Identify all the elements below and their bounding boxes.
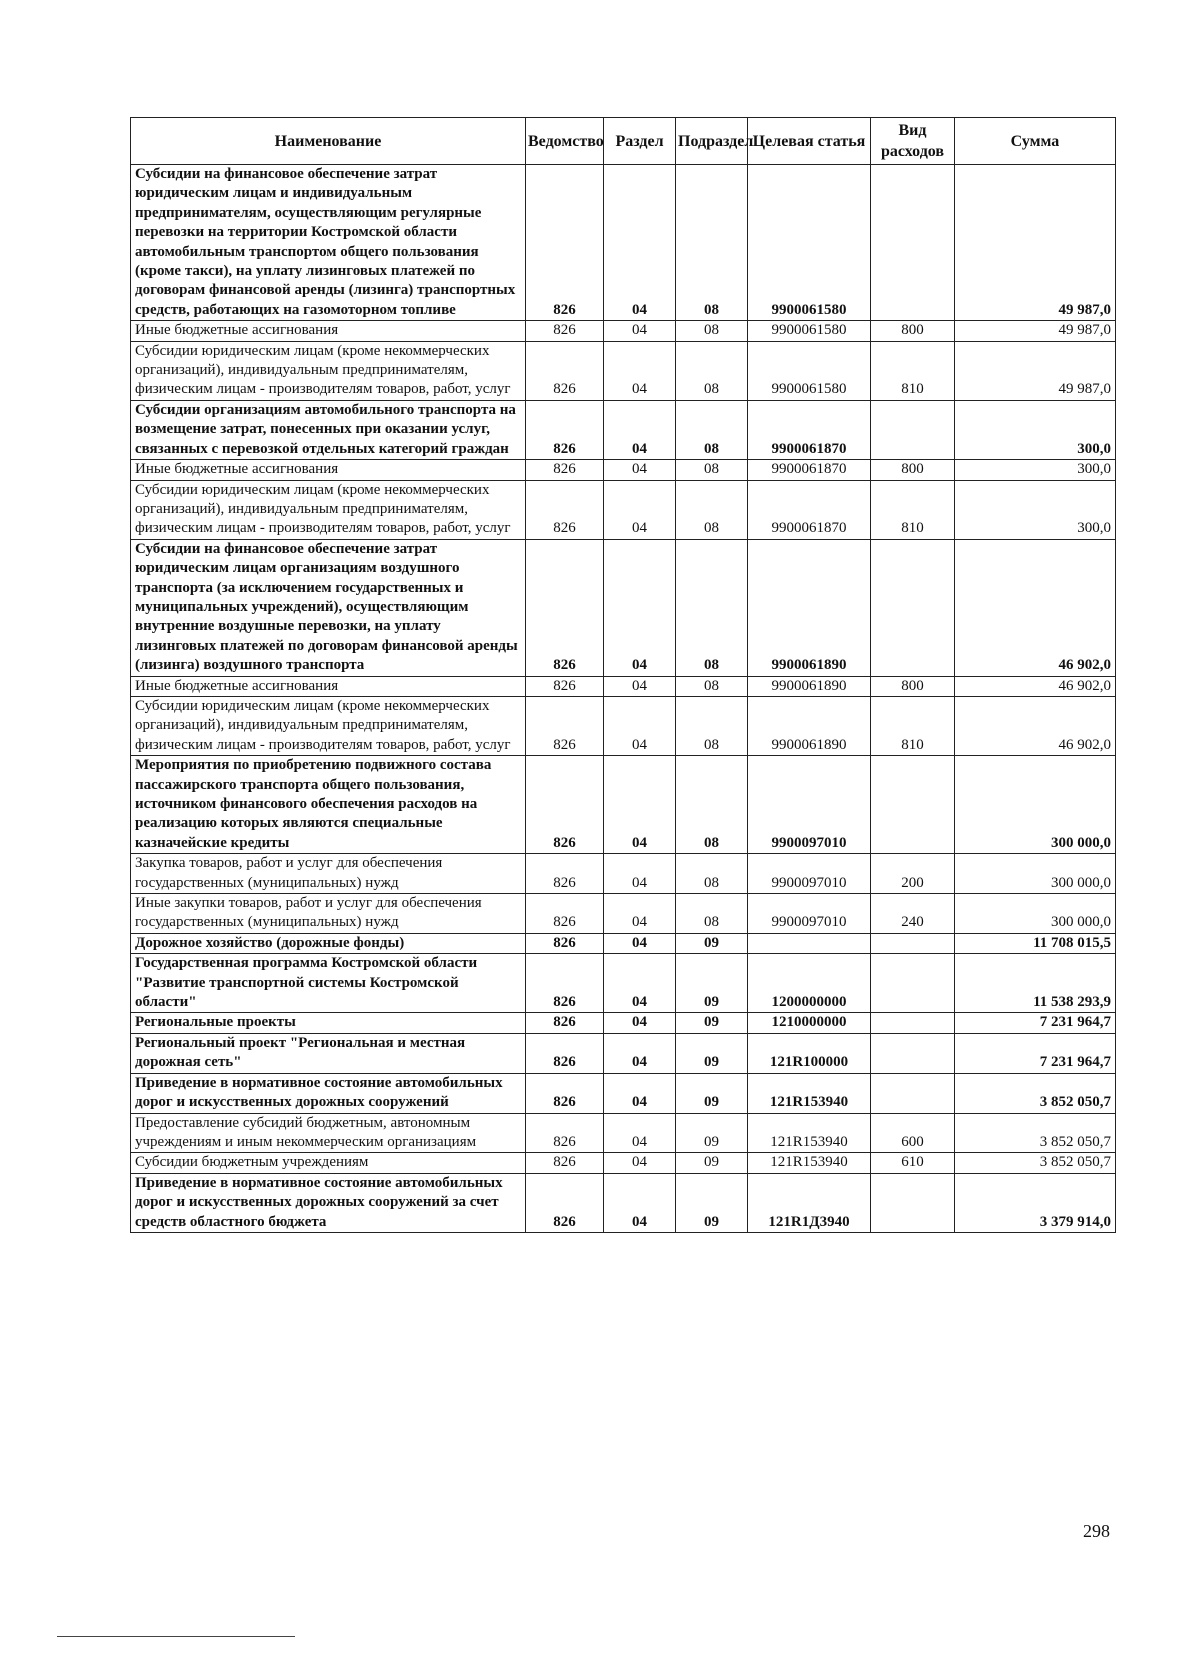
- cell-name: Дорожное хозяйство (дорожные фонды): [131, 933, 526, 953]
- cell-type: 810: [871, 480, 955, 539]
- cell-subsection: 08: [676, 460, 748, 480]
- cell-target: 9900061890: [748, 676, 871, 696]
- table-row: [131, 1173, 1116, 1232]
- table-row: [131, 1113, 1116, 1153]
- cell-section: 04: [604, 341, 676, 400]
- cell-type: 810: [871, 341, 955, 400]
- cell-dept: 826: [526, 933, 604, 953]
- cell-name: Субсидии юридическим лицам (кроме некоммерческих организаций), индивидуальным предпринимателям, физическим лицам - производителям товаров, работ, услуг: [131, 480, 526, 539]
- cell-name: Региональные проекты: [131, 1013, 526, 1033]
- cell-subsection: 08: [676, 696, 748, 755]
- table-row: [131, 1073, 1116, 1113]
- cell-target: 121R1Д3940: [748, 1173, 871, 1232]
- cell-name: Государственная программа Костромской области "Развитие транспортной системы Костромской области": [131, 954, 526, 1013]
- header-type: Вид расходов: [871, 118, 955, 165]
- cell-dept: 826: [526, 480, 604, 539]
- cell-section: 04: [604, 321, 676, 341]
- cell-dept: 826: [526, 165, 604, 321]
- cell-sum: 300,0: [955, 460, 1116, 480]
- cell-sum: 300 000,0: [955, 854, 1116, 894]
- cell-target: 9900061580: [748, 341, 871, 400]
- cell-section: 04: [604, 933, 676, 953]
- cell-subsection: 09: [676, 1073, 748, 1113]
- cell-type: 800: [871, 676, 955, 696]
- cell-subsection: 09: [676, 1013, 748, 1033]
- cell-sum: 300,0: [955, 400, 1116, 459]
- cell-subsection: 08: [676, 894, 748, 934]
- cell-section: 04: [604, 1033, 676, 1073]
- cell-dept: 826: [526, 400, 604, 459]
- cell-sum: 300 000,0: [955, 894, 1116, 934]
- table-row: [131, 854, 1116, 894]
- cell-type: [871, 1033, 955, 1073]
- cell-name: Субсидии бюджетным учреждениям: [131, 1153, 526, 1173]
- table-row: [131, 341, 1116, 400]
- table-row: [131, 933, 1116, 953]
- cell-section: 04: [604, 1153, 676, 1173]
- cell-target: 9900061870: [748, 480, 871, 539]
- cell-subsection: 08: [676, 400, 748, 459]
- cell-name: Предоставление субсидий бюджетным, автономным учреждениям и иным некоммерческим организациям: [131, 1113, 526, 1153]
- cell-type: [871, 1073, 955, 1113]
- cell-dept: 826: [526, 954, 604, 1013]
- cell-target: 9900097010: [748, 894, 871, 934]
- cell-dept: 826: [526, 460, 604, 480]
- cell-dept: 826: [526, 321, 604, 341]
- table-row: [131, 1013, 1116, 1033]
- cell-dept: 826: [526, 1113, 604, 1153]
- table-row: [131, 1153, 1116, 1173]
- cell-name: Субсидии на финансовое обеспечение затрат юридическим лицам и индивидуальным предпринимателям, осуществляющим регулярные перевозки на территории Костромской области автомобильным транспортом общего пользования (кроме такси), на уплату лизинговых платежей по договорам финансовой аренды (лизинга) транспортных средств, работающих на газомоторном топливе: [131, 165, 526, 321]
- cell-subsection: 08: [676, 341, 748, 400]
- cell-type: [871, 1013, 955, 1033]
- cell-sum: 3 852 050,7: [955, 1113, 1116, 1153]
- cell-type: [871, 165, 955, 321]
- cell-section: 04: [604, 696, 676, 755]
- table-row: [131, 894, 1116, 934]
- cell-target: 1210000000: [748, 1013, 871, 1033]
- cell-section: 04: [604, 954, 676, 1013]
- cell-dept: 826: [526, 1073, 604, 1113]
- cell-section: 04: [604, 1113, 676, 1153]
- cell-name: Иные закупки товаров, работ и услуг для обеспечения государственных (муниципальных) нужд: [131, 894, 526, 934]
- table-row: [131, 321, 1116, 341]
- cell-section: 04: [604, 539, 676, 676]
- cell-sum: 49 987,0: [955, 321, 1116, 341]
- cell-section: 04: [604, 460, 676, 480]
- cell-name: Иные бюджетные ассигнования: [131, 321, 526, 341]
- cell-dept: 826: [526, 696, 604, 755]
- cell-sum: 49 987,0: [955, 341, 1116, 400]
- cell-dept: 826: [526, 1173, 604, 1232]
- cell-section: 04: [604, 165, 676, 321]
- cell-type: 200: [871, 854, 955, 894]
- header-dept: Ведомство: [526, 118, 604, 165]
- cell-target: 9900061890: [748, 696, 871, 755]
- cell-dept: 826: [526, 539, 604, 676]
- cell-sum: 300 000,0: [955, 756, 1116, 854]
- cell-dept: 826: [526, 676, 604, 696]
- cell-sum: 300,0: [955, 480, 1116, 539]
- header-subsection: Подраздел: [676, 118, 748, 165]
- cell-subsection: 08: [676, 539, 748, 676]
- table-row: [131, 400, 1116, 459]
- cell-name: Субсидии юридическим лицам (кроме некоммерческих организаций), индивидуальным предпринимателям, физическим лицам - производителям товаров, работ, услуг: [131, 341, 526, 400]
- cell-sum: 46 902,0: [955, 539, 1116, 676]
- cell-dept: 826: [526, 894, 604, 934]
- cell-name: Иные бюджетные ассигнования: [131, 460, 526, 480]
- cell-target: 9900097010: [748, 756, 871, 854]
- cell-name: Иные бюджетные ассигнования: [131, 676, 526, 696]
- cell-sum: 3 379 914,0: [955, 1173, 1116, 1232]
- cell-name: Субсидии юридическим лицам (кроме некоммерческих организаций), индивидуальным предпринимателям, физическим лицам - производителям товаров, работ, услуг: [131, 696, 526, 755]
- cell-sum: 3 852 050,7: [955, 1153, 1116, 1173]
- cell-subsection: 08: [676, 321, 748, 341]
- cell-name: Субсидии организациям автомобильного транспорта на возмещение затрат, понесенных при оказании услуг, связанных с перевозкой отдельных категорий граждан: [131, 400, 526, 459]
- cell-target: 9900097010: [748, 854, 871, 894]
- cell-type: [871, 756, 955, 854]
- cell-section: 04: [604, 400, 676, 459]
- cell-target: [748, 933, 871, 953]
- cell-subsection: 09: [676, 1153, 748, 1173]
- cell-type: 810: [871, 696, 955, 755]
- cell-target: 121R153940: [748, 1153, 871, 1173]
- cell-section: 04: [604, 1073, 676, 1113]
- cell-type: [871, 933, 955, 953]
- cell-type: 800: [871, 460, 955, 480]
- cell-type: 610: [871, 1153, 955, 1173]
- cell-section: 04: [604, 1173, 676, 1232]
- budget-table: [130, 117, 1116, 1233]
- header-name: Наименование: [131, 118, 526, 165]
- cell-subsection: 08: [676, 480, 748, 539]
- table-row: [131, 480, 1116, 539]
- cell-sum: 11 708 015,5: [955, 933, 1116, 953]
- page-number: 298: [1083, 1521, 1110, 1541]
- cell-section: 04: [604, 480, 676, 539]
- cell-name: Субсидии на финансовое обеспечение затрат юридическим лицам организациям воздушного транспорта (за исключением государственных и муниципальных учреждений), осуществляющим внутренние воздушные перевозки, на уплату лизинговых платежей по договорам финансовой аренды (лизинга) воздушного транспорта: [131, 539, 526, 676]
- cell-sum: 3 852 050,7: [955, 1073, 1116, 1113]
- cell-type: 800: [871, 321, 955, 341]
- cell-section: 04: [604, 756, 676, 854]
- table-row: [131, 756, 1116, 854]
- cell-sum: 49 987,0: [955, 165, 1116, 321]
- cell-target: 121R153940: [748, 1113, 871, 1153]
- cell-subsection: 09: [676, 1113, 748, 1153]
- cell-name: Мероприятия по приобретению подвижного состава пассажирского транспорта общего пользования, источником финансового обеспечения расходов на реализацию которых являются специальные казначейские кредиты: [131, 756, 526, 854]
- cell-type: 240: [871, 894, 955, 934]
- cell-name: Приведение в нормативное состояние автомобильных дорог и искусственных дорожных сооружений за счет средств областного бюджета: [131, 1173, 526, 1232]
- cell-subsection: 08: [676, 165, 748, 321]
- footer-rule: [57, 1636, 295, 1637]
- cell-type: [871, 954, 955, 1013]
- cell-target: 9900061870: [748, 400, 871, 459]
- cell-target: 9900061580: [748, 321, 871, 341]
- table-row: [131, 460, 1116, 480]
- cell-subsection: 08: [676, 756, 748, 854]
- table-row: [131, 539, 1116, 676]
- table-row: [131, 1033, 1116, 1073]
- cell-sum: 7 231 964,7: [955, 1013, 1116, 1033]
- table-row: [131, 165, 1116, 321]
- table-header-row: [131, 118, 1116, 165]
- cell-section: 04: [604, 1013, 676, 1033]
- table-row: [131, 954, 1116, 1013]
- cell-name: Приведение в нормативное состояние автомобильных дорог и искусственных дорожных сооружений: [131, 1073, 526, 1113]
- cell-subsection: 09: [676, 1033, 748, 1073]
- cell-dept: 826: [526, 756, 604, 854]
- cell-name: Региональный проект "Региональная и местная дорожная сеть": [131, 1033, 526, 1073]
- cell-sum: 7 231 964,7: [955, 1033, 1116, 1073]
- cell-name: Закупка товаров, работ и услуг для обеспечения государственных (муниципальных) нужд: [131, 854, 526, 894]
- cell-target: 9900061580: [748, 165, 871, 321]
- cell-sum: 11 538 293,9: [955, 954, 1116, 1013]
- table-row: [131, 676, 1116, 696]
- cell-dept: 826: [526, 1153, 604, 1173]
- cell-type: [871, 539, 955, 676]
- table-body: [131, 165, 1116, 1233]
- cell-subsection: 08: [676, 676, 748, 696]
- cell-section: 04: [604, 676, 676, 696]
- cell-dept: 826: [526, 1013, 604, 1033]
- cell-subsection: 09: [676, 954, 748, 1013]
- table-row: [131, 696, 1116, 755]
- cell-dept: 826: [526, 854, 604, 894]
- cell-dept: 826: [526, 1033, 604, 1073]
- header-sum: Сумма: [955, 118, 1116, 165]
- header-section: Раздел: [604, 118, 676, 165]
- cell-subsection: 09: [676, 1173, 748, 1232]
- cell-target: 9900061890: [748, 539, 871, 676]
- cell-type: [871, 400, 955, 459]
- cell-target: 121R153940: [748, 1073, 871, 1113]
- cell-subsection: 09: [676, 933, 748, 953]
- cell-sum: 46 902,0: [955, 696, 1116, 755]
- cell-dept: 826: [526, 341, 604, 400]
- cell-target: 9900061870: [748, 460, 871, 480]
- header-target: Целевая статья: [748, 118, 871, 165]
- cell-sum: 46 902,0: [955, 676, 1116, 696]
- cell-section: 04: [604, 894, 676, 934]
- cell-section: 04: [604, 854, 676, 894]
- cell-type: 600: [871, 1113, 955, 1153]
- cell-subsection: 08: [676, 854, 748, 894]
- cell-type: [871, 1173, 955, 1232]
- cell-target: 121R100000: [748, 1033, 871, 1073]
- cell-target: 1200000000: [748, 954, 871, 1013]
